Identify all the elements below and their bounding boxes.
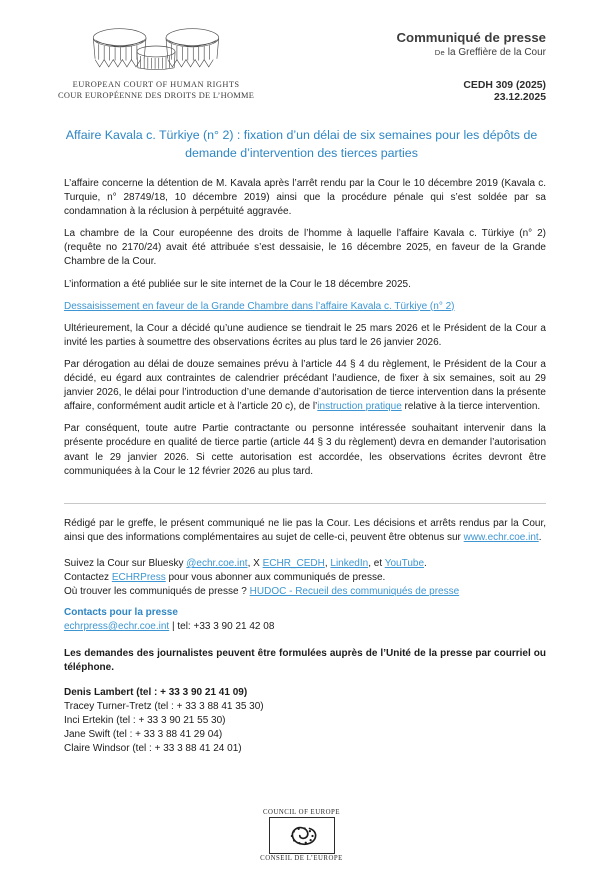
press-release-body bbox=[0, 162, 603, 479]
boilerplate-section bbox=[0, 517, 603, 599]
text-segment: Contactez bbox=[64, 571, 112, 583]
coe-caption-fr: CONSEIL DE L’EUROPE bbox=[260, 855, 343, 862]
header-logo-block bbox=[58, 26, 254, 100]
text-segment: , bbox=[324, 557, 331, 569]
header-meta bbox=[397, 26, 547, 103]
org-name-en: EUROPEAN COURT OF HUMAN RIGHTS bbox=[72, 80, 240, 89]
council-of-europe-logo-icon bbox=[269, 817, 335, 854]
press-email-link[interactable]: echrpress@echr.coe.int bbox=[64, 621, 170, 633]
press-contact: Claire Windsor (tel : + 33 3 88 41 24 01) bbox=[64, 742, 242, 754]
text-segment: | tel: +33 3 90 21 42 08 bbox=[169, 621, 275, 633]
text-segment: . bbox=[538, 531, 542, 543]
press-contacts-list bbox=[64, 686, 546, 756]
text-segment: , X bbox=[247, 557, 263, 569]
press-release-number: CEDH 309 (2025) bbox=[463, 80, 546, 91]
page-title: Affaire Kavala c. Türkiye (n° 2) : fixation d’un délai de six semaines pour les dépôts de demande d’intervention des tierces parties bbox=[65, 128, 538, 160]
text-segment: Par dérogation au délai de douze semaines prévu à l’article 44 § 4 du règlement, le Président de la Cour a décidé, eu égard aux contraintes de calendrier précédant l’audience, de fixer à six semaines, soit au 29 janvier 2026, le délai pour l’introduction d’une demande d’autorisation de tierce intervention dans la présente affaire, conformément audit article et à l’article 20 c), de l’ bbox=[64, 358, 546, 413]
text-segment: pour vous abonner aux communiqués de presse. bbox=[165, 571, 386, 583]
header bbox=[0, 0, 603, 103]
press-release-date: 23.12.2025 bbox=[493, 92, 546, 103]
subtitle-prefix: De bbox=[434, 48, 446, 57]
text-segment: Où trouver les communiqués de presse ? bbox=[64, 586, 250, 598]
linkedin-link[interactable]: LinkedIn bbox=[330, 557, 369, 569]
boilerplate-paragraph bbox=[64, 517, 546, 545]
press-contact: Denis Lambert (tel : + 33 3 90 21 41 09) bbox=[64, 687, 248, 699]
follow-line-2 bbox=[64, 571, 546, 585]
subtitle-rest: la Greffière de la Cour bbox=[445, 47, 546, 58]
doc-type-title: Communiqué de presse bbox=[396, 30, 546, 45]
follow-line-3 bbox=[64, 585, 546, 599]
text-segment: L’affaire concerne la détention de M. Kavala après l’arrêt rendu par la Cour le 10 décembre 2019 (Kavala c. Turquie, n° 28749/18, 10 décembre 2019) ainsi que la procédure pénale qui s’est soldée par sa condamnation à la réclusion à perpétuité aggravée. bbox=[64, 178, 546, 218]
text-segment: Par conséquent, toute autre Partie contractante ou personne intéressée souhaitant intervenir dans la présente procédure en qualité de tierce partie (article 44 § 3 du règlement) devra en demander l’autorisation avant le 29 janvier 2026. Si cette autorisation est accordée, les observations écrites devront être communiquées à la Cour le 12 février 2026 au plus tard. bbox=[64, 423, 546, 477]
text-segment: Ultérieurement, la Cour a décidé qu’une audience se tiendrait le 25 mars 2026 et le Président de la Cour a invité les parties à soumettre des observations écrites au plus tard le 26 janvier 2026. bbox=[64, 322, 546, 348]
press-contacts-section bbox=[0, 599, 603, 756]
text-segment: . bbox=[424, 557, 427, 569]
body-paragraph-6 bbox=[64, 358, 546, 414]
press-contact: Inci Ertekin (tel : + 33 3 90 21 55 30) bbox=[64, 715, 226, 727]
text-segment: Rédigé par le greffe, le présent communiqué ne lie pas la Cour. Les décisions et arrêts rendus par la Cour, ainsi que des informations complémentaires au sujet de celle-ci, peuvent être obtenus sur bbox=[64, 517, 546, 543]
press-contact: Jane Swift (tel : + 33 3 88 41 29 04) bbox=[64, 729, 223, 741]
echrpress-link[interactable]: ECHRPress bbox=[111, 571, 166, 583]
echr-building-logo-icon bbox=[58, 26, 254, 76]
body-paragraph-1 bbox=[64, 177, 546, 219]
press-contact: Tracey Turner-Tretz (tel : + 33 3 88 41 35 30) bbox=[64, 701, 264, 713]
section-divider bbox=[64, 503, 546, 504]
body-paragraph-5 bbox=[64, 322, 546, 350]
contacts-heading: Contacts pour la presse bbox=[64, 607, 178, 619]
text-segment: relative à la tierce intervention. bbox=[401, 401, 541, 413]
text-segment: , et bbox=[368, 557, 385, 569]
x-twitter-link[interactable]: ECHR_CEDH bbox=[262, 557, 325, 569]
doc-subtitle bbox=[397, 47, 547, 58]
hudoc-link[interactable]: HUDOC - Recueil des communiqués de presse bbox=[249, 586, 460, 598]
text-segment: La chambre de la Cour européenne des droits de l’homme à laquelle l’affaire Kavala c. Türkiye (n° 2) (requête no 2170/24) avait été attribuée s’est dessaisie, le 16 décembre 2025, en faveur de la Grande Chambre de la Cour. bbox=[64, 228, 546, 268]
contacts-line bbox=[64, 620, 546, 634]
contacts-note: Les demandes des journalistes peuvent être formulées auprès de l’Unité de la presse par courriel ou téléphone. bbox=[64, 648, 546, 674]
dessaisissement-link[interactable]: Dessaisissement en faveur de la Grande Chambre dans l’affaire Kavala c. Türkiye (n° 2) bbox=[64, 300, 455, 312]
body-paragraph-7 bbox=[64, 422, 546, 478]
follow-line-1 bbox=[64, 557, 546, 571]
follow-links-block bbox=[64, 557, 546, 599]
body-paragraph-3 bbox=[64, 278, 546, 292]
body-paragraph-2 bbox=[64, 227, 546, 269]
org-name-fr: COUR EUROPÉENNE DES DROITS DE L’HOMME bbox=[58, 91, 255, 100]
youtube-link[interactable]: YouTube bbox=[384, 557, 424, 569]
bluesky-link[interactable]: @echr.coe.int bbox=[186, 557, 248, 569]
coe-caption-en: COUNCIL OF EUROPE bbox=[263, 809, 340, 816]
text-segment: Suivez la Cour sur Bluesky bbox=[64, 557, 187, 569]
council-of-europe-footer bbox=[0, 809, 603, 862]
echr-website-link[interactable]: www.echr.coe.int bbox=[463, 531, 539, 543]
body-paragraph-4 bbox=[64, 300, 546, 314]
instruction-pratique-link[interactable]: instruction pratique bbox=[317, 401, 402, 413]
text-segment: L’information a été publiée sur le site internet de la Cour le 18 décembre 2025. bbox=[64, 278, 411, 290]
